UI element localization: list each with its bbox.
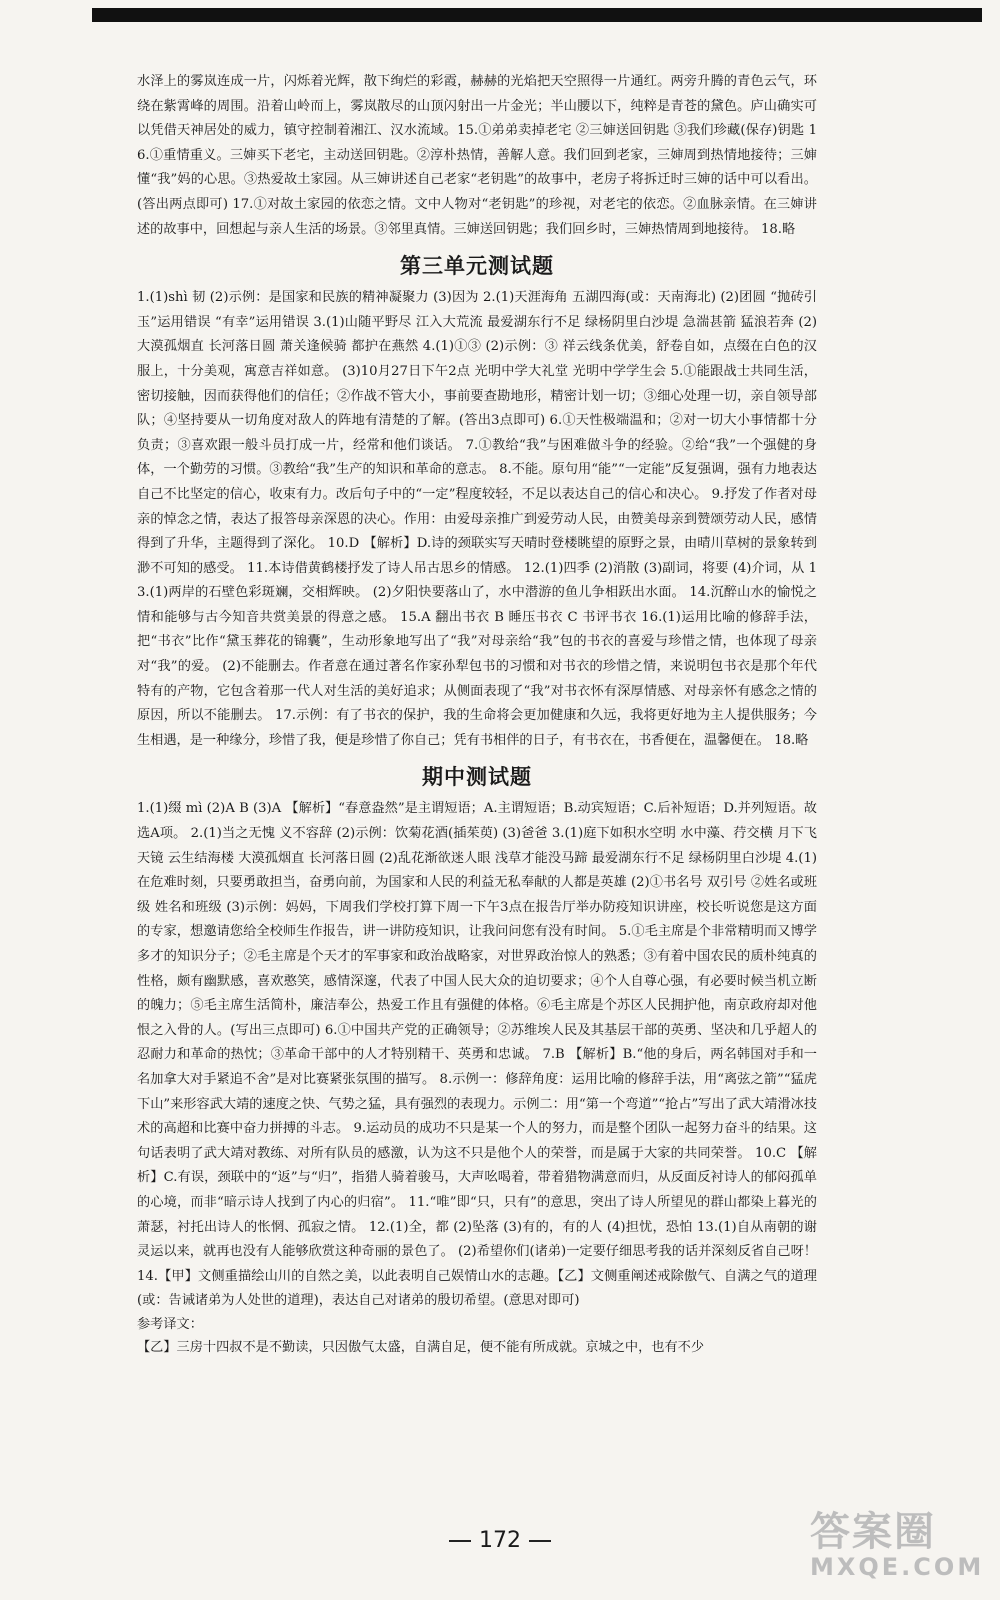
section-heading-unit3-test: 第三单元测试题	[400, 254, 554, 279]
translation-paragraph: 【乙】三房十四叔不是不勤读，只因傲气太盛，自满自足，便不能有所成就。京城之中，也有不少	[137, 1339, 705, 1355]
watermark-bottom: MXQE.COM	[810, 1553, 985, 1581]
answer-paragraph-3: 1.(1)缀 mì (2)A B (3)A 【解析】“春意盎然”是主谓短语；A.主谓短语；B.动宾短语；C.后补短语；D.并列短语。故选A项。 2.(1)当之无愧 义不容辞 (2)示例：饮菊花酒(插茱萸) (3)爸爸 3.(1)庭下如积水空明 水中藻、荇交横 月下飞天镜 云生结海楼 大漠孤烟直 长河落日圆 (2)乱花渐欲迷人眼 浅草才能没马蹄 最爱湖东行不足 绿杨阴里白沙堤 4.(1)在危难时刻，只要勇敢担当，奋勇向前，为国家和人民的利益无私奉献的人都是英雄 (2)①书名号 双引号 ②姓名或班级 姓名和班级 (3)示例：妈妈，下周我们学校打算下周一下午3点在报告厅举办防疫知识讲座，校长听说您是这方面的专家，想邀请您给全校师生作报告，讲一讲防疫知识，让我问问您有没有时间。 5.①毛主席是个非常精明而又博学多才的知识分子；②毛主席是个天才的军事家和政治战略家，对世界政治惊人的熟悉；③有着中国农民的质朴纯真的性格，颇有幽默感，喜欢憨笑，感情深邃，代表了中国人民大众的迫切要求；④个人自尊心强，有必要时候当机立断的魄力；⑤毛主席生活简朴，廉洁奉公，热爱工作且有强健的体格。⑥毛主席是个苏区人民拥护他，南京政府却对他恨之入骨的人。(写出三点即可) 6.①中国共产党的正确领导；②苏维埃人民及其基层干部的英勇、坚决和几乎超人的忍耐力和革命的热忱；③革命干部中的人才特别精干、英勇和忠诚。 7.B 【解析】B.“他的身后，两名韩国对手和一名加拿大对手紧追不舍”是对比赛紧张氛围的描写。 8.示例一：修辞角度：运用比喻的修辞手法，用“离弦之箭”“猛虎下山”来形容武大靖的速度之快、气势之猛，具有强烈的表现力。示例二：用“第一个弯道”“抢占”写出了武大靖滑冰技术的高超和比赛中奋力拼搏的斗志。 9.运动员的成功不只是某一个人的努力，而是整个团队一起努力奋斗的结果。这句话表明了武大靖对教练、对所有队员的感激，认为这不只是他个人的荣誉，而是属于大家的共同荣誉。 10.C 【解析】C.有误，颈联中的“返”与“归”，指猎人骑着骏马，大声吆喝着，带着猎物满意而归，从反面反衬诗人的郁闷孤单的心境，而非“暗示诗人找到了内心的归宿”。 11.“唯”即“只，只有”的意思，突出了诗人所望见的群山都染上暮光的萧瑟，衬托出诗人的怅惘、孤寂之情。 12.(1)全，都 (2)坠落 (3)有的，有的人 (4)担忧，恐怕 13.(1)自从南朝的谢灵运以来，就再也没有人能够欣赏这种奇丽的景色了。 (2)希望你们(诸弟)一定要仔细思考我的话并深刻反省自己呀！ 14.【甲】文侧重描绘山川的自然之美，以此表明自己娱情山水的志趣。【乙】文侧重阐述戒除傲气、自满之气的道理(或：告诫诸弟为人处世的道理)，表达自己对诸弟的殷切希望。(意思对即可)	[137, 801, 817, 1309]
scan-top-border	[92, 8, 982, 22]
watermark-top: 答案圈	[810, 1509, 936, 1555]
dash-right	[529, 1540, 551, 1542]
answer-paragraph-2: 1.(1)shì 韧 (2)示例：是国家和民族的精神凝聚力 (3)因为 2.(1)天涯海角 五湖四海(或：天南海北) (2)团圆 “抛砖引玉”运用错误 “有幸”运用错误 3.(1)山随平野尽 江入大荒流 最爱湖东行不足 绿杨阴里白沙堤 急湍甚箭 猛浪若奔 (2)大漠孤烟直 长河落日圆 萧关逢候骑 都护在燕然 4.(1)①③ (2)示例：③ 祥云线条优美，舒卷自如，点缀在白色的汉服上，十分美观，寓意吉祥如意。 (3)10月27日下午2点 光明中学大礼堂 光明中学学生会 5.①能跟战士共同生活，密切接触，因而获得他们的信任；②作战不管大小，事前要查勘地形，精密计划一切；③细心处理一切，亲自领导部队；④坚持要从一切角度对敌人的阵地有清楚的了解。(答出3点即可) 6.①天性极端温和；②对一切大小事情都十分负责；③喜欢跟一般斗员打成一片，经常和他们谈话。 7.①教给“我”与困难做斗争的经验。②给“我”一个强健的身体，一个勤劳的习惯。③教给“我”生产的知识和革命的意志。 8.不能。原句用“能”“一定能”反复强调，强有力地表达自己不比坚定的信心，收束有力。改后句子中的“一定”程度较轻，不足以表达自己的信心和决心。 9.抒发了作者对母亲的悼念之情，表达了报答母亲深恩的决心。作用：由爱母亲推广到爱劳动人民，由赞美母亲到赞颂劳动人民，感情得到了升华，主题得到了深化。 10.D 【解析】D.诗的颈联实写天晴时登楼眺望的原野之景，由晴川草树的景象转到渺不可知的感受。 11.本诗借黄鹤楼抒发了诗人吊古思乡的情感。 12.(1)四季 (2)消散 (3)副词，将要 (4)介词，从 13.(1)两岸的石壁色彩斑斓，交相辉映。 (2)夕阳快要落山了，水中潜游的鱼儿争相跃出水面。 14.沉醉山水的愉悦之情和能够与古今知音共赏美景的得意之感。 15.A 翻出书衣 B 睡压书衣 C 书评书衣 16.(1)运用比喻的修辞手法，把“书衣”比作“黛玉葬花的锦囊”，生动形象地写出了“我”对母亲给“我”包的书衣的喜爱与珍惜之情，也体现了母亲对“我”的爱。 (2)不能删去。作者意在通过著名作家孙犁包书的习惯和对书衣的珍惜之情，来说明包书衣是那个年代特有的产物，它包含着那一代人对生活的美好追求；从侧面表现了“我”对书衣怀有深厚情感、对母亲怀有感念之情的原因，所以不能删去。 17.示例：有了书衣的保护，我的生命将会更加健康和久远，我将更好地为主人提供服务；今生相遇，是一种缘分，珍惜了我，便是珍惜了你自己；凭有书相伴的日子，有书衣在，书香便在，温馨便在。 18.略	[137, 290, 817, 748]
section-heading-midterm-test: 期中测试题	[422, 765, 532, 790]
reference-translation-label: 参考译文：	[137, 1316, 203, 1332]
answer-paragraph-1: 水泽上的雾岚连成一片，闪烁着光辉，散下绚烂的彩霞，赫赫的光焰把天空照得一片通红。两旁升腾的青色云气，环绕在紫霄峰的周围。沿着山岭而上，雾岚散尽的山顶闪射出一片金光；半山腰以下，纯粹是青苍的黛色。庐山确实可以凭借天神居处的威力，镇守控制着湘江、汉水流域。15.①弟弟卖掉老宅 ②三婶送回钥匙 ③我们珍藏(保存)钥匙 16.①重情重义。三婶买下老宅，主动送回钥匙。②淳朴热情，善解人意。我们回到老家，三婶周到热情地接待；三婶懂“我”妈的心思。③热爱故土家园。从三婶讲述自己老家“老钥匙”的故事中，老房子将拆迁时三婶的话中可以看出。(答出两点即可) 17.①对故土家园的依恋之情。文中人物对“老钥匙”的珍视，对老宅的依恋。②血脉亲情。在三婶讲述的故事中，回想起与亲人生活的场景。③邻里真情。三婶送回钥匙；我们回乡时，三婶热情周到地接待。 18.略	[137, 74, 817, 237]
document-page	[137, 70, 817, 1361]
dash-left	[449, 1540, 471, 1542]
page-number-text: 172	[479, 1528, 521, 1553]
watermark-logo	[810, 1500, 990, 1595]
